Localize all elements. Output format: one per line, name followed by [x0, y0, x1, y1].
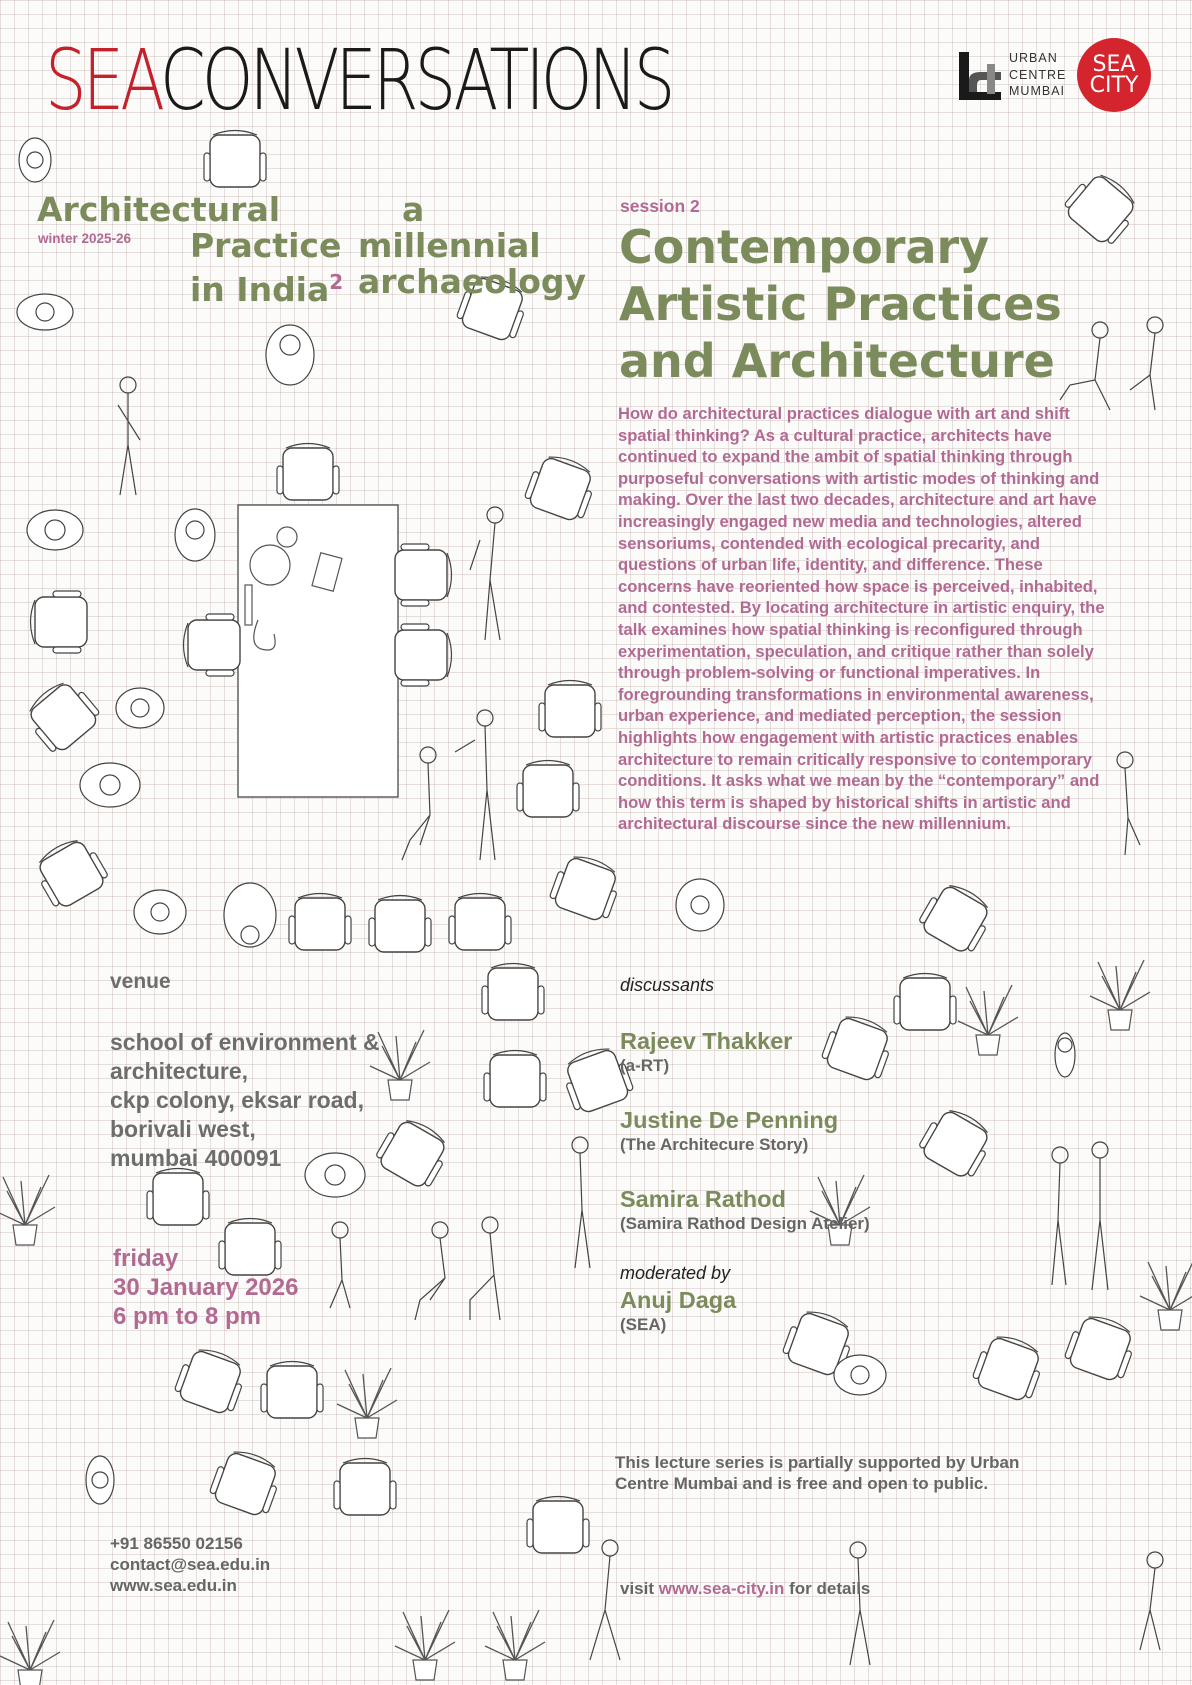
- event-date-value: 30 January 2026: [113, 1274, 299, 1301]
- venue-line-4: borivali west,: [110, 1116, 256, 1142]
- series-in-india: in India: [190, 270, 330, 309]
- series-superscript: 2: [329, 270, 344, 294]
- discussant-name: Rajeev Thakker: [620, 1028, 793, 1054]
- table-outline: [238, 505, 398, 797]
- discussant-name: Justine De Penning: [620, 1107, 839, 1133]
- series-line-a: a: [402, 190, 425, 229]
- venue-label: venue: [110, 970, 171, 993]
- discussant-name: Samira Rathod: [620, 1186, 786, 1212]
- sea-city-logo-sea: SEA: [1092, 52, 1136, 77]
- contact-email[interactable]: contact@sea.edu.in: [110, 1555, 271, 1574]
- sea-city-logo: [1077, 38, 1151, 112]
- series-line-archaeology: archaeology: [358, 262, 587, 301]
- discussant-affiliation: (a-RT): [620, 1056, 670, 1075]
- visit-suffix: for details: [784, 1579, 871, 1598]
- series-line-india: [190, 264, 343, 308]
- support-note: This lecture series is partially supported by Urban Centre Mumbai and is free and open to public.: [615, 1453, 1020, 1493]
- session-title-line-2: Artistic Practices: [619, 277, 1062, 331]
- sea-city-logo-city: CITY: [1089, 73, 1139, 98]
- contact-block: [110, 1533, 270, 1596]
- ucm-logo-text: [1009, 50, 1066, 100]
- series-line-practice: Practice: [190, 226, 342, 265]
- urban-centre-mumbai-logo: [955, 50, 1065, 106]
- title-sea: SEA: [45, 31, 160, 129]
- series-title: [45, 31, 672, 129]
- series-line-architectural: Architectural: [37, 190, 281, 229]
- session-title: [619, 219, 1062, 390]
- venue-address: [110, 1028, 410, 1173]
- contact-website[interactable]: www.sea.edu.in: [110, 1576, 237, 1595]
- contact-phone[interactable]: +91 86550 02156: [110, 1534, 243, 1553]
- moderator-name: Anuj Daga: [620, 1287, 737, 1313]
- venue-line-1: school of environment &: [110, 1029, 380, 1055]
- ucm-text-mumbai: MUMBAI: [1009, 84, 1065, 98]
- discussant-affiliation: (The Architecure Story): [620, 1135, 809, 1154]
- event-time: 6 pm to 8 pm: [113, 1303, 262, 1330]
- session-abstract: How do architectural practices dialogue with art and shift spatial thinking? As a cultural practice, architects have continued to expand the ambit of spatial thinking through purposeful conversations with artistic modes of thinking and making. Over the last two decades, architecture and art have increasingly engaged new media and technologies, altered sensoriums, contended with ecological precarity, and questions of urban life, identity, and difference. These concerns have reoriented how space is perceived, inhabited, and contested. By locating architecture in artistic enquiry, the talk examines how spatial thinking is reconfigured through experimentation, speculation, and critique rather than solely through problem-solving or functional imperatives. In foregrounding transformations in environmental awareness, urban experience, and mediated perception, the session highlights how engagement with artistic practices enables architecture to remain critically responsive to contemporary conditions. It asks what we mean by the “contemporary” and how this term is shaped by historical shifts in artistic and architectural discourse since the new millennium.: [618, 404, 1105, 834]
- venue-line-2: architecture,: [110, 1058, 249, 1084]
- session-label: session 2: [620, 196, 700, 216]
- title-conversations: CONVERSATIONS: [159, 31, 672, 129]
- moderator-affiliation: (SEA): [620, 1315, 667, 1334]
- moderator-label: moderated by: [620, 1263, 731, 1283]
- ucm-text-centre: CENTRE: [1009, 67, 1067, 82]
- visit-line: [620, 1578, 870, 1599]
- event-day: friday: [113, 1245, 179, 1272]
- sea-city-link[interactable]: www.sea-city.in: [658, 1579, 785, 1598]
- ucm-text-urban: URBAN: [1009, 51, 1058, 65]
- discussants-label: discussants: [620, 975, 715, 995]
- session-title-line-3: and Architecture: [619, 334, 1055, 388]
- discussant-affiliation: (Samira Rathod Design Atelier): [620, 1214, 870, 1233]
- ucm-logo-icon: [955, 50, 1011, 106]
- season-label: winter 2025-26: [38, 231, 132, 246]
- venue-line-3: ckp colony, eksar road,: [110, 1087, 364, 1113]
- series-line-millennial: millennial: [358, 226, 541, 265]
- session-title-line-1: Contemporary: [619, 220, 990, 274]
- event-date: [113, 1244, 298, 1331]
- venue-line-5: mumbai 400091: [110, 1145, 282, 1171]
- visit-prefix: visit: [620, 1579, 659, 1598]
